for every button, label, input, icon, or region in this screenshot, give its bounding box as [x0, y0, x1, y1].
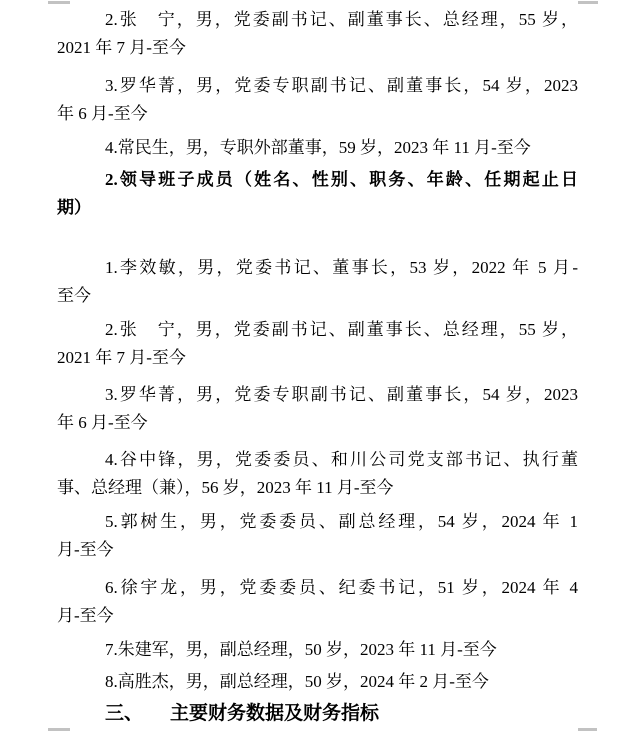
doc-line: 2.张 宁，男，党委副书记、副董事长、总经理，55 岁， — [105, 10, 578, 29]
doc-paragraph — [57, 636, 578, 664]
doc-line: 4.常民生，男，专职外部董事，59 岁，2023 年 11 月-至今 — [105, 138, 531, 157]
doc-line: 2.张 宁，男，党委副书记、副董事长、总经理，55 岁， — [105, 320, 578, 339]
doc-line: 7.朱建军，男，副总经理，50 岁，2023 年 11 月-至今 — [105, 640, 497, 659]
page-edge-mark-bottom-right — [578, 728, 597, 731]
doc-paragraph — [57, 508, 578, 563]
doc-line: 月-至今 — [57, 605, 114, 625]
doc-paragraph — [57, 381, 578, 436]
doc-line: 3.罗华菁，男，党委专职副书记、副董事长，54 岁，2023 — [105, 385, 578, 404]
doc-line: 2021 年 7 月-至今 — [57, 347, 186, 367]
section-heading-title: 主要财务数据及财务指标 — [170, 703, 380, 724]
doc-line: 期） — [57, 197, 91, 217]
doc-line: 年 6 月-至今 — [57, 103, 148, 123]
doc-line: 月-至今 — [57, 539, 114, 559]
doc-line: 5.郭树生，男，党委委员、副总经理，54 岁，2024 年 1 — [105, 512, 578, 531]
doc-line: 3.罗华菁，男，党委专职副书记、副董事长，54 岁，2023 — [105, 76, 578, 95]
section-heading-number: 三、 — [105, 703, 144, 724]
doc-line: 2.领导班子成员（姓名、性别、职务、年龄、任期起止日 — [105, 170, 578, 189]
doc-line: 6.徐宇龙，男，党委委员、纪委书记，51 岁，2024 年 4 — [105, 578, 578, 597]
doc-line: 至今 — [57, 285, 91, 305]
doc-line: 4.谷中锋，男，党委委员、和川公司党支部书记、执行董 — [105, 450, 578, 469]
doc-line: 年 6 月-至今 — [57, 412, 148, 432]
doc-line: 事、总经理（兼），56 岁，2023 年 11 月-至今 — [57, 477, 394, 497]
doc-paragraph — [57, 72, 578, 127]
doc-paragraph — [57, 668, 578, 696]
doc-subheading — [57, 166, 578, 221]
page-edge-mark-bottom-left — [48, 728, 70, 731]
doc-line: 8.高胜杰，男，副总经理，50 岁，2024 年 2 月-至今 — [105, 672, 489, 691]
page-edge-mark-top-right — [578, 1, 598, 4]
doc-paragraph — [57, 446, 578, 501]
section-heading — [57, 700, 578, 728]
doc-paragraph — [57, 254, 578, 309]
doc-paragraph — [57, 316, 578, 371]
doc-line: 1.李效敏，男，党委书记、董事长，53 岁，2022 年 5 月- — [105, 258, 578, 277]
doc-paragraph — [57, 6, 578, 61]
doc-line: 2021 年 7 月-至今 — [57, 37, 186, 57]
doc-paragraph — [57, 574, 578, 629]
doc-paragraph — [57, 134, 578, 162]
page-edge-mark-top-left — [48, 1, 70, 4]
